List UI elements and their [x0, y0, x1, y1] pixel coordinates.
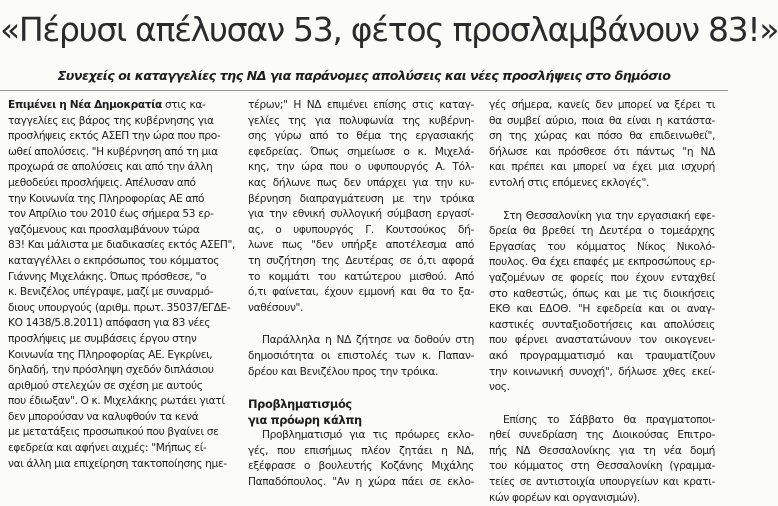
body-line: κών φορέων και οργανισμών). — [489, 491, 640, 504]
body-line: την Κοινωνία της Πληροφορίας ΑΕ από — [8, 192, 205, 205]
body-line: μεθοδεύει προσλήψεις. Απέλυσαν από — [8, 176, 196, 189]
body-line: γές σήμερα, κανείς δεν μπορεί να ξέρει τι — [489, 99, 715, 111]
body-line: καταγγέλλει ο εκπρόσωπος του κόμματος — [8, 254, 220, 267]
body-line: πουλος. Θα έχει επαφές με εκπροσώπους ερ- — [489, 256, 715, 269]
body-line: του κόμματος στη Θεσσαλονίκη (γραμμα- — [489, 460, 715, 473]
body-line: γαζομένων σε φορείς που έχουν ενταχθεί — [489, 271, 715, 284]
body-line: δηλαδή, την πρόσληψη σχεδόν διπλάσιου — [8, 364, 214, 377]
body-line: διους υπουργούς (αριθμ. πρωτ. 35037/ΕΓΔΕ- — [8, 301, 231, 314]
body-line: ακό προγραμματισμό και τραυματίζουν — [489, 349, 715, 362]
body-line: ση της χώρας και πόσο θα επιδεινωθεί", — [489, 130, 715, 143]
body-line: εφεδρείας. Όπως σημείωσε ο κ. Μιχελά- — [248, 145, 474, 158]
article-column-1 — [8, 98, 235, 472]
body-line: ΕΚΘ και ΕΔΟΘ. "Η εφεδρεία και οι αναγ- — [489, 303, 715, 316]
section-heading: Προβληματισμός — [248, 397, 352, 412]
body-line: ναι άλλη μια επιχείρηση τακτοποίησης ημε- — [8, 457, 227, 470]
body-line: δρέου και Βενιζέλου προς την τρόικα. — [248, 365, 439, 378]
body-line — [8, 98, 206, 114]
body-line: 83! Και μάλιστα με διαδικασίες εκτός ΑΣΕΠ", — [8, 239, 235, 252]
body-line: βέρνηση διαπραγμάτευση με την τρόικα — [248, 192, 474, 205]
body-line: κ. Βενιζέλος υπέγραψε, μαζί με συναρμό- — [8, 286, 214, 299]
body-line: γές, που επισήμως πλέον ζητάει η ΝΔ, — [248, 444, 474, 457]
paragraph-gap — [489, 396, 715, 413]
lead-bold-text: Επιμένει η Νέα Δημοκρατία — [8, 99, 162, 111]
body-line: εντολή στις επόμενες εκλογές". — [489, 176, 650, 189]
body-line: ηθεί συνεδρίαση της Διοικούσας Επιτρο- — [489, 429, 715, 442]
body-line: δημοσιότητα οι επιστολές των κ. Παπαν- — [248, 349, 474, 362]
body-line: ΚΟ 1438/5.8.2011) απόφαση για 83 νέες — [8, 317, 211, 330]
body-line: τον Απρίλιο του 2010 έως σήμερα 53 ερ- — [8, 208, 214, 221]
body-line: Παράλληλα η ΝΔ ζήτησε να δοθούν στη — [262, 334, 474, 347]
article-headline: «Πέρυσι απέλυσαν 53, φέτος προσλαμβάνουν 83!» — [0, 10, 778, 49]
article-column-3 — [489, 98, 715, 506]
paragraph-gap — [489, 192, 715, 209]
body-line: ναθέσουν". — [248, 301, 304, 314]
body-line: Προβληματισμό για τις πρόωρες εκλο- — [262, 429, 474, 442]
body-line: τη συζήτηση της Δευτέρας σε ό,τι αφορά — [248, 254, 474, 267]
body-line: την κοινωνική συνοχή", δήλωσε χθες εκεί- — [489, 365, 715, 378]
body-line: το κομμάτι του κατώτερου μισθού. Από — [248, 270, 474, 283]
body-line: δρεία θα βρεθεί τη Δευτέρα ο τομεάρχης — [489, 225, 715, 238]
body-line: γαζόμενους και προσλαμβάνουν τώρα — [8, 223, 200, 236]
paragraph-gap — [248, 380, 474, 397]
body-line: τείες σε αντιστοιχία υπουργείων και κρατι- — [489, 476, 715, 489]
body-line: με μετατάξεις προσωπικού που βγαίνει σε — [8, 426, 219, 439]
body-line: εφεδρεία και αφήνει αιχμές: "Μήπως εί- — [8, 442, 207, 455]
body-line: καστικές συνταξιοδοτήσεις και απολύσεις — [489, 318, 715, 331]
body-line: σης γύρω από το θέμα της εργασιακής — [248, 130, 474, 143]
body-line: νος. — [489, 381, 510, 394]
body-line: προχωρά σε απολύσεις και από την άλλη — [8, 161, 213, 174]
body-line: ας, ο υφυπουργός Γ. Κουτσούκος δή- — [248, 223, 474, 236]
headline-divider — [0, 90, 728, 91]
article-column-2 — [248, 98, 474, 491]
body-line: για την εθνική συλλογική σύμβαση εργασί- — [248, 208, 474, 221]
body-line: Επίσης το Σάββατο θα πραγματοποι- — [503, 413, 715, 426]
body-line: Παπαδόπουλος. "Αν η χώρα πάει σε εκλο- — [248, 476, 474, 489]
body-line: ό,τι φαίνεται, έχουν εμμονή και θα το ξα- — [248, 286, 474, 299]
body-line: ωθεί απολύσεις. "Η κυβέρνηση από τη μια — [8, 145, 218, 158]
body-line: Στη Θεσσαλονίκη για την εργασιακή εφε- — [503, 209, 715, 222]
body-line: δήλωσε και πρόσθεσε ότι πάντως "η ΝΔ — [489, 145, 715, 158]
lead-continuation: στις κα- — [161, 99, 206, 111]
body-line: Κοινωνία της Πληροφορίας ΑΕ. Εγκρίνει, — [8, 348, 213, 361]
body-line: τέρων;" Η ΝΔ επιμένει επίσης στις καταγ- — [248, 99, 474, 111]
body-line: Γιάννης Μιχελάκης. Όπως πρόσθεσε, "ο — [8, 270, 207, 283]
body-line: προσλήψεις εκτός ΑΣΕΠ την ώρα που προ- — [8, 130, 221, 143]
body-line: δεν μπορούσαν να καλυφθούν τα κενά — [8, 410, 199, 423]
body-line: που φέρνει αναστατώνουν τον οικογενει- — [489, 334, 715, 347]
body-line: κης, την ώρα που ο υφυπουργός Α. Τόλ- — [248, 161, 474, 174]
body-line: στο καθεστώς, όπως και με τις διοικήσεις — [489, 287, 715, 300]
body-line: λωνε πως "δεν υπήρξε αποτέλεσμα από — [248, 239, 474, 252]
body-line: και πρέπει και μπορεί να έχει μια ισχυρή — [489, 161, 715, 174]
body-line: κας δήλωνε πως δεν υπάρχει για την κυ- — [248, 176, 474, 189]
article-subheadline: Συνεχείς οι καταγγελίες της ΝΔ για παράνομες απολύσεις και νέες προσλήψεις στο δημόσιο — [57, 68, 671, 83]
body-line: ταγγελίες εις βάρος της κυβέρνησης για — [8, 114, 214, 127]
body-line: Εργασίας του κόμματος Νίκος Νικολό- — [489, 240, 715, 253]
body-line: εξέφρασε ο βουλευτής Κοζάνης Μιχάλης — [248, 460, 474, 473]
section-heading: για πρόωρη κάλπη — [248, 412, 362, 427]
paragraph-gap — [248, 316, 474, 333]
body-line: πής ΝΔ Θεσσαλονίκης για τη νέα δομή — [489, 444, 715, 457]
body-line: προσλήψεις με συμβάσεις έργου στην — [8, 332, 197, 345]
body-line: που έδιωξαν". Ο κ. Μιχελάκης ρωτάει γιατί — [8, 395, 225, 408]
body-line: αριθμού στελεχών σε σχέση με αυτούς — [8, 379, 203, 392]
body-line: θα συμβεί αύριο, ποια θα είναι η κατάστα- — [489, 114, 715, 127]
body-line: γελίες της για πολυφωνία της κυβέρνη- — [248, 114, 474, 127]
